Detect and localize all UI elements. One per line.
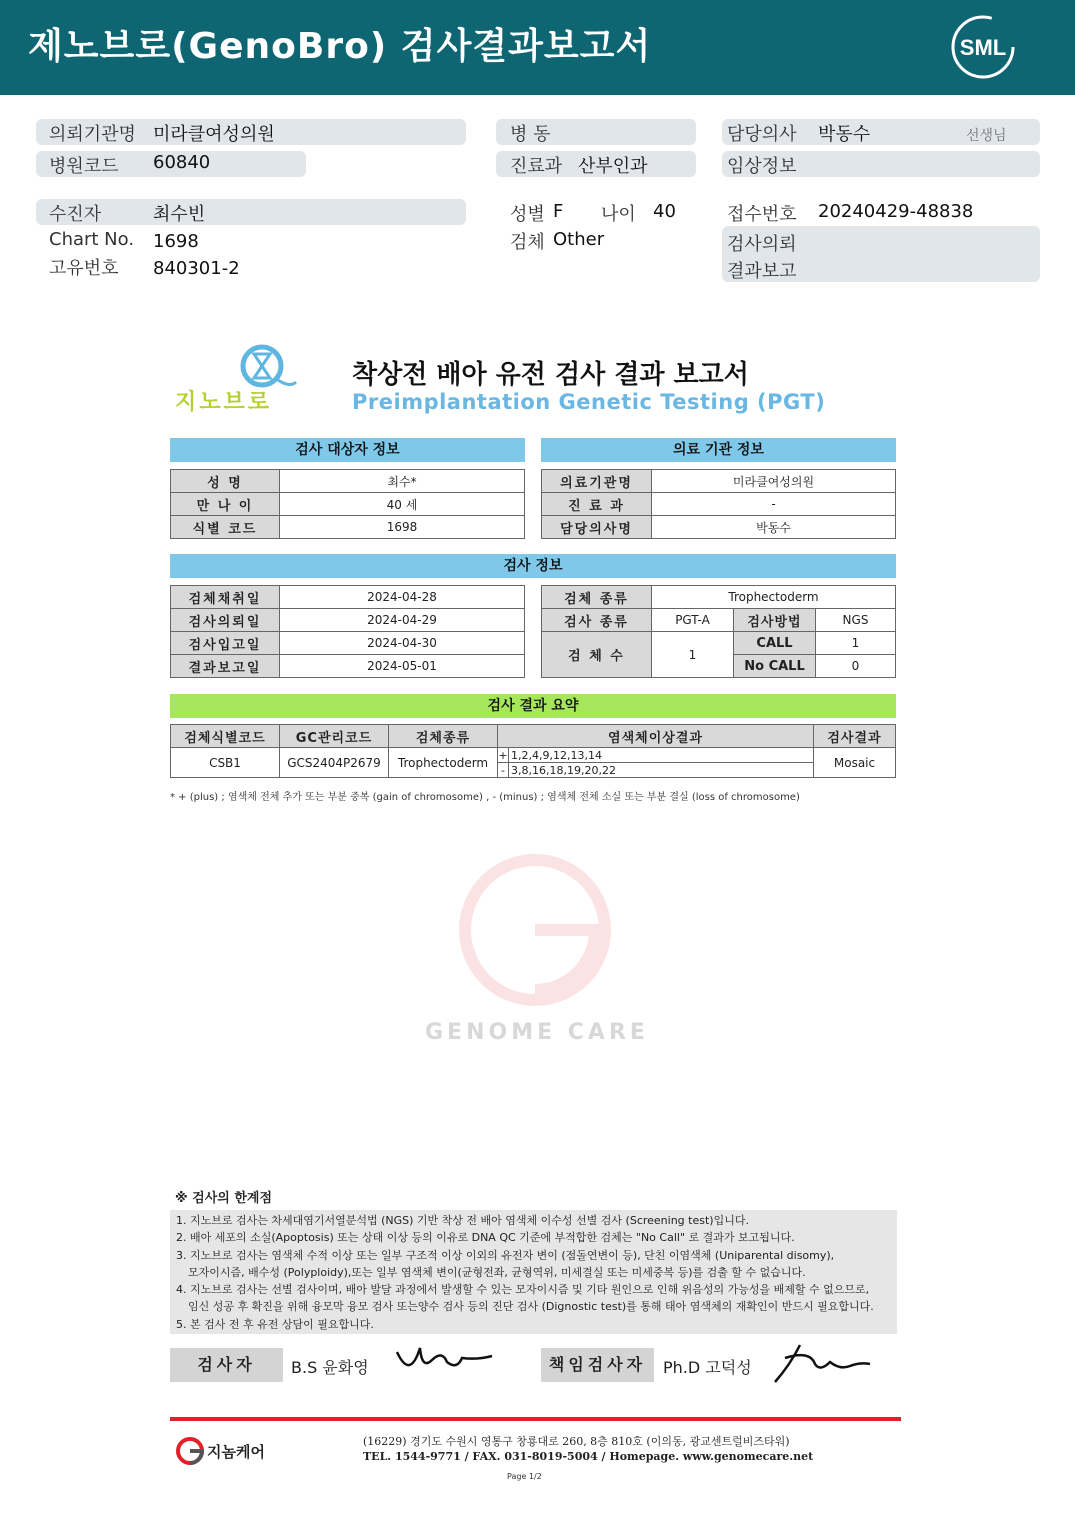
chart-no-value: 1698 [153, 231, 199, 252]
summary-type: Trophectoderm [389, 748, 498, 778]
minus-sign: - [498, 763, 509, 778]
report-title-korean: 착상전 배아 유전 검사 결과 보고서 [352, 360, 749, 390]
summary-header-gc: GC관리코드 [280, 725, 389, 748]
doctor-suffix: 선생님 [966, 128, 1007, 144]
specimen-type-label: 검체 종류 [542, 586, 652, 609]
hospital-code-value: 60840 [153, 152, 211, 173]
result-label: 결과보고 [727, 261, 797, 282]
collect-date-value: 2024-04-28 [280, 586, 525, 609]
report-date-label: 결과보고일 [171, 655, 280, 678]
subject-id-value: 1698 [280, 516, 525, 539]
genome-care-logo-text: 지놈케어 [207, 1443, 265, 1461]
header-bar [0, 0, 1075, 95]
inst-name-value: 미라클여성의원 [652, 470, 896, 493]
inst-name-label: 의료기관명 [542, 470, 652, 493]
subject-age-label: 만 나 이 [171, 493, 280, 516]
contact-line: TEL. 1544-9771 / FAX. 031-8019-5004 / Homepage. www.genomecare.net [363, 1450, 814, 1463]
report-title-english: Preimplantation Genetic Testing (PGT) [352, 390, 826, 414]
sml-logo-text: SML [959, 35, 1007, 60]
limit-item: 4. 지노브로 검사는 선별 검사이며, 배아 발달 과정에서 발생할 수 있는 모자이시즘 및 기타 원인으로 인해 위음성의 가능성을 배제할 수 없으므로, [176, 1283, 870, 1297]
age-value: 40 [653, 201, 676, 222]
department-label: 진료과 [510, 156, 563, 177]
address-line: (16229) 경기도 수원시 영통구 창룡대로 260, 8층 810호 (이의동, 광교센트럴비즈타워) [363, 1435, 790, 1448]
receipt-no-label: 접수번호 [727, 204, 797, 225]
sex-value: F [553, 201, 564, 222]
summary-header-chromosome: 염색체이상결과 [498, 725, 814, 748]
limits-title: ※ 검사의 한계점 [175, 1191, 273, 1206]
footer-divider [170, 1417, 901, 1421]
summary-header-id: 검체식별코드 [171, 725, 280, 748]
genome-care-watermark-icon [455, 850, 615, 1010]
summary-footnote: * + (plus) ; 염색체 전체 추가 또는 부분 중복 (gain of chromosome) , - (minus) ; 염색체 전체 소실 또는 부분 결실 (loss of chromosome) [170, 792, 800, 803]
call-label: CALL [734, 632, 816, 655]
genobro-logo-text: 지노브로 [175, 390, 273, 415]
test-type-value: PGT-A [652, 609, 734, 632]
table-row [171, 493, 525, 516]
table-row [171, 725, 896, 748]
call-value: 1 [816, 632, 896, 655]
test-type-label: 검사 종류 [542, 609, 652, 632]
request-label: 검사의뢰 [727, 234, 797, 255]
responsible-label: 책임검사자 [541, 1348, 654, 1382]
table-row [171, 632, 525, 655]
summary-section-header: 검사 결과 요약 [170, 694, 896, 718]
limits-box [170, 1210, 897, 1334]
table-row [171, 748, 896, 763]
subject-table [170, 469, 525, 539]
company-address [363, 1434, 813, 1464]
table-row [542, 493, 896, 516]
page-number: Page 1/2 [507, 1472, 542, 1481]
ward-label: 병 동 [510, 124, 551, 145]
receive-date-value: 2024-04-30 [280, 632, 525, 655]
specimen-label: 검체 [510, 232, 545, 253]
table-row [171, 655, 525, 678]
nocall-value: 0 [816, 655, 896, 678]
unique-no-label: 고유번호 [49, 258, 119, 279]
table-row [171, 470, 525, 493]
subject-name-value: 최수* [280, 470, 525, 493]
collect-date-label: 검체채취일 [171, 586, 280, 609]
plus-sign: + [498, 748, 508, 762]
inst-doctor-value: 박동수 [652, 516, 896, 539]
test-type-table [541, 585, 896, 678]
minus-chromosomes: 3,8,16,18,19,20,22 [509, 763, 814, 778]
inst-doctor-label: 담당의사명 [542, 516, 652, 539]
institution-label: 의뢰기관명 [49, 124, 136, 145]
responsible-signature-icon [770, 1340, 875, 1388]
plus-chromosomes: 1,2,4,9,12,13,14 [509, 748, 814, 763]
table-row [171, 609, 525, 632]
table-row [542, 470, 896, 493]
clinical-info-label: 임상정보 [727, 156, 797, 177]
inst-dept-label: 진 료 과 [542, 493, 652, 516]
subject-id-label: 식별 코드 [171, 516, 280, 539]
summary-gc-code: GCS2404P2679 [280, 748, 389, 778]
dates-table [170, 585, 525, 678]
table-row [542, 586, 896, 609]
sex-label: 성별 [510, 204, 545, 225]
institution-value: 미라클여성의원 [153, 124, 275, 145]
report-date-value: 2024-05-01 [280, 655, 525, 678]
subject-name-label: 성 명 [171, 470, 280, 493]
genome-care-logo-icon [175, 1436, 209, 1466]
doctor-value: 박동수 [818, 124, 871, 145]
request-date-value: 2024-04-29 [280, 609, 525, 632]
department-value: 산부인과 [578, 156, 648, 177]
method-label: 검사방법 [734, 609, 816, 632]
receipt-no-value: 20240429-48838 [818, 201, 974, 222]
summary-header-type: 검체종류 [389, 725, 498, 748]
page-title: 제노브로(GenoBro) 검사결과보고서 [28, 26, 652, 67]
chart-no-label: Chart No. [49, 229, 135, 250]
request-date-label: 검사의뢰일 [171, 609, 280, 632]
table-row [171, 586, 525, 609]
specimen-type-value: Trophectoderm [652, 586, 896, 609]
subject-age-value: 40 세 [280, 493, 525, 516]
summary-result: Mosaic [814, 748, 896, 778]
method-value: NGS [816, 609, 896, 632]
limit-item: 모자이시즘, 배수성 (Polyploidy),또는 일부 염색체 변이(균형전좌, 균형역위, 미세결실 또는 미세중복 등)를 검출 할 수 없습니다. [188, 1265, 806, 1279]
specimen-value: Other [553, 229, 605, 250]
recipient-label: 수진자 [49, 204, 102, 225]
summary-id: CSB1 [171, 748, 280, 778]
summary-header-result: 검사결과 [814, 725, 896, 748]
unique-no-value: 840301-2 [153, 258, 240, 279]
receive-date-label: 검사입고일 [171, 632, 280, 655]
age-label: 나이 [601, 204, 636, 225]
table-row [171, 516, 525, 539]
recipient-value: 최수빈 [153, 204, 206, 225]
test-info-section-header: 검사 정보 [170, 554, 896, 578]
doctor-label: 담당의사 [727, 124, 797, 145]
responsible-name: Ph.D 고덕성 [663, 1358, 752, 1377]
table-row [542, 516, 896, 539]
examiner-label: 검사자 [170, 1348, 283, 1382]
institution-table [541, 469, 896, 539]
summary-table [170, 724, 896, 778]
table-row [542, 632, 896, 655]
examiner-name: B.S 윤화영 [291, 1358, 369, 1377]
sml-logo-icon [950, 14, 1016, 80]
institution-section-header: 의료 기관 정보 [541, 438, 896, 462]
limit-item: 5. 본 검사 전 후 유전 상담이 필요합니다. [176, 1317, 374, 1331]
count-label: 검 체 수 [542, 632, 652, 678]
limit-item: 1. 지노브로 검사는 차세대염기서열분석법 (NGS) 기반 착상 전 배아 염색체 이수성 선별 검사 (Screening test)입니다. [176, 1214, 749, 1227]
count-value: 1 [652, 632, 734, 678]
inst-dept-value: - [652, 493, 896, 516]
hospital-code-label: 병원코드 [49, 156, 119, 177]
limit-item: 2. 배아 세포의 소실(Apoptosis) 또는 상태 이상 등의 이유로 DNA QC 기준에 부적합한 검체는 "No Call" 로 결과가 보고됩니다. [176, 1231, 795, 1245]
table-row [542, 609, 896, 632]
limit-item: 임신 성공 후 확진을 위해 융모막 융모 검사 또는양수 검사 등의 진단 검사 (Dignostic test)를 통해 태아 염색체의 재확인이 반드시 필요합니다. [188, 1300, 874, 1314]
examiner-signature-icon [392, 1340, 497, 1385]
nocall-label: No CALL [734, 655, 816, 678]
limit-item: 3. 지노브로 검사는 염색체 수적 이상 또는 일부 구조적 이상 이외의 유전자 변이 (점돌연변이 등), 단친 이염색체 (Uniparental disomy), [176, 1248, 835, 1262]
watermark-text: GENOME CARE [425, 1020, 649, 1045]
subject-section-header: 검사 대상자 정보 [170, 438, 525, 462]
